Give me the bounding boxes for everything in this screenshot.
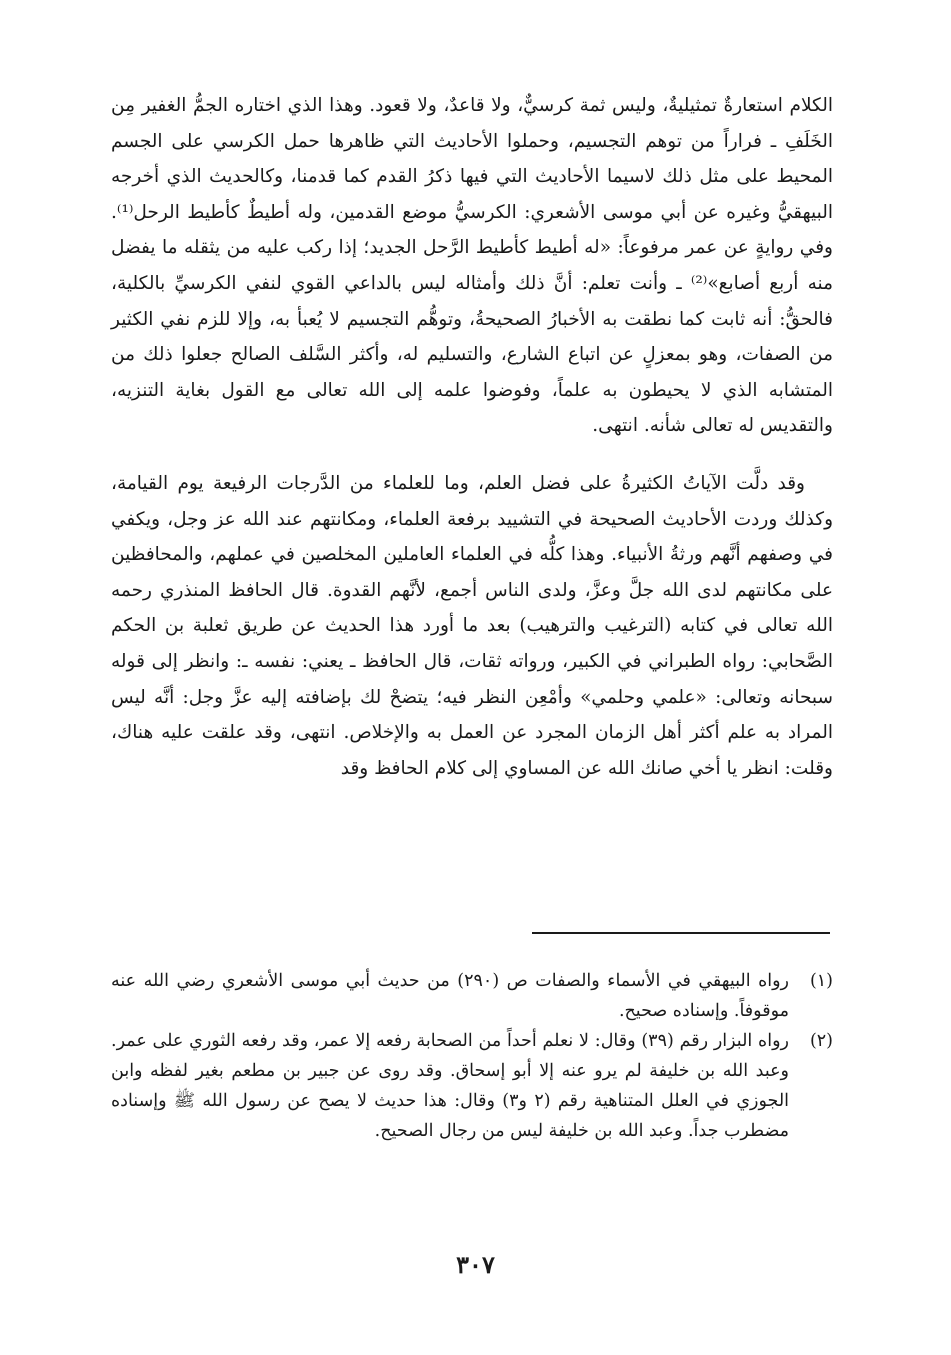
footnote-1 xyxy=(111,966,833,1026)
footnote-2 xyxy=(111,1026,833,1146)
paragraph-1: الكلام استعارةٌ تمثيليةٌ، وليس ثمة كرسيٌّ، ولا قاعدٌ، ولا قعود. وهذا الذي اختاره الجمُّ الغفير مِن الخَلَفِ ـ فراراً من توهم التجسيم، وحملوا الأحاديث التي ظاهرها حمل الكرسي على الجسم المحيط على مثل ذلك لاسيما الأحاديث التي فيها ذكرُ القدم كما قدمنا، وكالحديث الذي أخرجه البيهقيُّ وغيره عن أبي موسى الأشعري: الكرسيُّ موضع القدمين، وله أطيطٌ كأطيط الرحل⁽¹⁾. وفي روايةٍ عن عمر مرفوعاً: «له أطيط كأطيط الرَّحل الجديد؛ إذا ركب عليه من يثقله ما يفضل منه أربع أصابع»⁽²⁾ ـ وأنت تعلم: أنَّ ذلك وأمثاله ليس بالداعي القوي لنفي الكرسيِّ بالكلية، فالحقُّ: أنه ثابت كما نطقت به الأخبارُ الصحيحةُ، وتوهُّم التجسيم لا يُعبأ به، وإلا للزم نفي الكثير من الصفات، وهو بمعزلٍ عن اتباع الشارع، والتسليم له، وأكثر السَّلف الصالح جعلوا ذلك من المتشابه الذي لا يحيطون به علماً، وفوضوا علمه إلى الله تعالى مع القول بغاية التنزيه، والتقديس له تعالى شأنه. انتهى. xyxy=(111,95,833,437)
footnote-number: (٢) xyxy=(809,1031,833,1051)
main-text xyxy=(111,88,833,786)
footnote-text: رواه البزار رقم (٣٩) وقال: لا نعلم أحداً من الصحابة رفعه إلا عمر، وقد رفعه الثوري على عمر. وعبد الله بن خليفة لم يرو عنه إلا أبو إسحاق. وقد روى عن جبير بن مطعم بغير لفظه وابن الجوزي في العلل المتناهية رقم (٢ و٣) وقال: هذا حديث لا يصح عن رسول الله ﷺ وإسناده مضطرب جداً. وعبد الله بن خليفة ليس من رجال الصحيح. xyxy=(111,1031,790,1141)
page-number: ٣٠٧ xyxy=(456,1250,495,1279)
paragraph-2: وقد دلَّت الآياتُ الكثيرةُ على فضل العلم، وما للعلماء من الدَّرجات الرفيعة يوم القيامة، وكذلك وردت الأحاديث الصحيحة في التشييد برفعة العلماء، ومكانتهم عند الله عز وجل، ويكفي في وصفهم أنَّهم ورثةُ الأنبياء. وهذا كلُّه في العلماء العاملين المخلصين في عملهم، والمحافظين على مكانتهم لدى الله جلَّ وعزَّ، ولدى الناس أجمع، لأنَّهم القدوة. قال الحافظ المنذري رحمه الله تعالى في كتابه (الترغيب والترهيب) بعد ما أورد هذا الحديث عن طريق ثعلبة بن الحكم الصَّحابي: رواه الطبراني في الكبير، ورواته ثقات، قال الحافظ ـ يعني: نفسه ـ: وانظر إلى قوله سبحانه وتعالى: «علمي وحلمي» وأمْعِن النظر فيه؛ يتضحْ لك بإضافته إليه عزَّ وجل: أنَّه ليس المراد به علم أكثر أهل الزمان المجرد عن العمل به والإخلاص. انتهى، وقد علقت عليه هناك، وقلت: انظر يا أخي صانك الله عن المساوي إلى كلام الحافظ وقد xyxy=(111,472,833,779)
footnotes xyxy=(111,966,833,1146)
footnote-text: رواه البيهقي في الأسماء والصفات ص (٢٩٠) من حديث أبي موسى الأشعري رضي الله عنه موقوفاً. وإسناده صحيح. xyxy=(111,971,789,1021)
footnote-separator xyxy=(532,932,830,934)
footnote-number: (١) xyxy=(809,971,833,991)
